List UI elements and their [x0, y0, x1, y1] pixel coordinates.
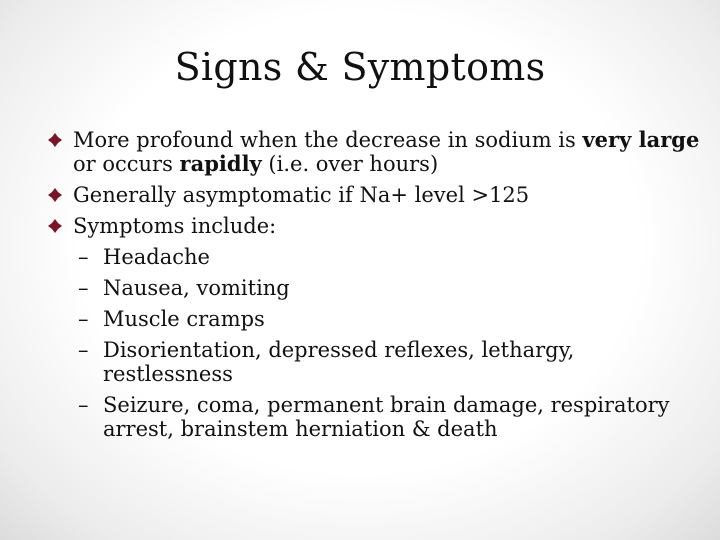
bullet-text: More profound when the decrease in sodium is — [73, 128, 583, 152]
bullet-emphasis: rapidly — [179, 151, 262, 176]
dash-bullet: – — [78, 245, 89, 269]
dash-bullet: – — [78, 307, 89, 331]
bullet-item — [48, 183, 708, 207]
sub-bullet-item — [48, 307, 708, 331]
bullet-text: Symptoms include: — [73, 214, 277, 238]
sub-bullet-item — [48, 245, 708, 269]
bullet-emphasis: very large — [582, 127, 700, 152]
dash-bullet: – — [78, 338, 89, 362]
sub-bullet-text: Nausea, vomiting — [103, 276, 290, 300]
sub-bullet-text: Muscle cramps — [103, 307, 265, 331]
bullet-text: Generally asymptomatic if Na+ level >125 — [73, 183, 530, 207]
sub-bullet-item — [48, 338, 708, 386]
sub-bullet-item — [48, 393, 708, 441]
bullet-item — [48, 128, 708, 176]
dash-bullet: – — [78, 393, 89, 417]
slide-title: Signs & Symptoms — [174, 45, 546, 89]
sub-bullet-text: Disorientation, depressed reflexes, lethargy, restlessness — [103, 338, 575, 386]
diamond-bullet-icon — [48, 133, 62, 147]
sub-bullet-text: Seizure, coma, permanent brain damage, respiratory arrest, brainstem herniation & death — [103, 393, 670, 441]
bullet-list — [48, 128, 708, 448]
sub-bullet-item — [48, 276, 708, 300]
diamond-bullet-icon — [48, 188, 62, 202]
sub-bullet-text: Headache — [103, 245, 210, 269]
bullet-text: or occurs — [73, 152, 180, 176]
bullet-item — [48, 214, 708, 238]
bullet-text: (i.e. over hours) — [261, 152, 439, 176]
diamond-bullet-icon — [48, 219, 62, 233]
dash-bullet: – — [78, 276, 89, 300]
